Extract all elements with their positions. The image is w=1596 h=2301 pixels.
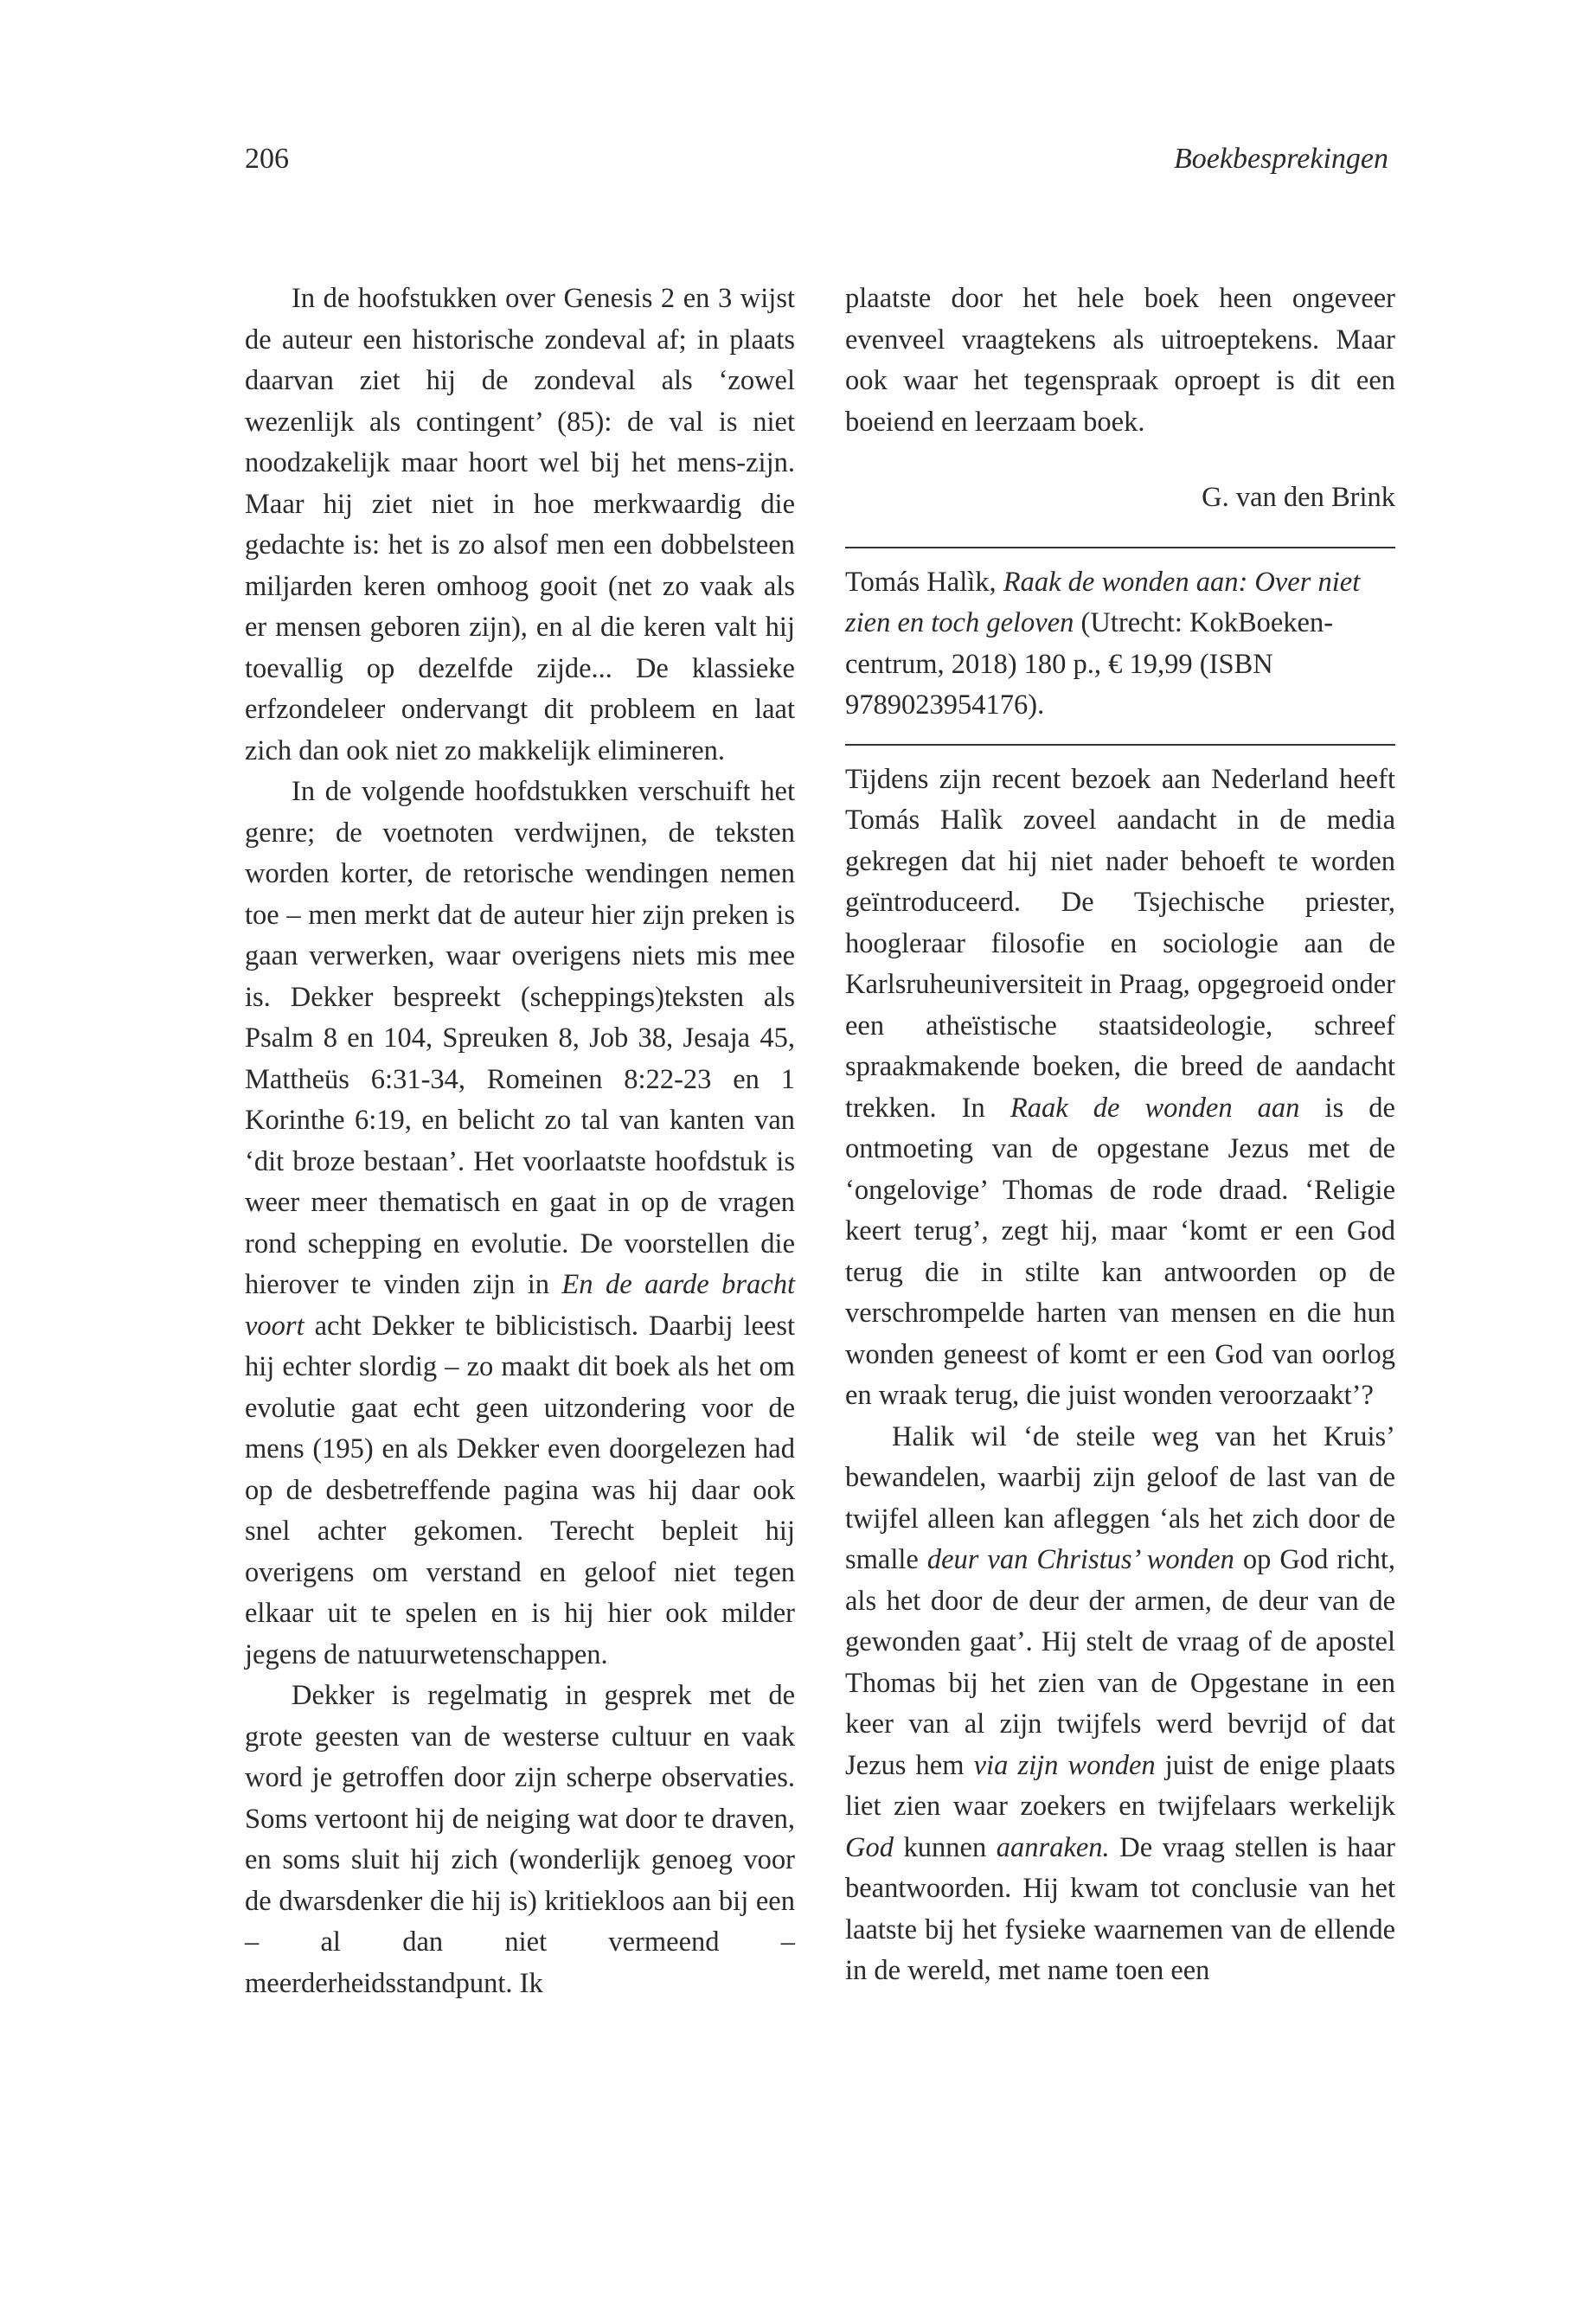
left-column xyxy=(245,279,795,2004)
paragraph-halik xyxy=(845,1417,1395,1992)
divider-bottom xyxy=(845,744,1395,746)
emphasis-italic: God xyxy=(845,1831,894,1863)
paragraph-continuation: plaatste door het hele boek heen ongeveer evenveel vraagtekens als uitroeptekens. Maar ook waar het tegenspraak oproept is dit een boeiend en leerzaam boek. xyxy=(845,283,1395,438)
divider-top xyxy=(845,547,1395,548)
biblio-title: Raak de wonden aan: Over niet zien en toch geloven xyxy=(845,566,1361,638)
text-span: acht Dekker te biblicistisch. Daarbij leest hij echter slordig – zo maakt dit boek als het om evolutie gaat echt geen uitzondering voor de mens (195) en als Dekker even doorgelezen had op de desbetreffende pagina was hij daar ook snel achter gekomen. Terecht bepleit hij overigens om verstand en geloof niet tegen elkaar uit te spelen en is hij hier ook milder jegens de natuurwetenschappen. xyxy=(245,1310,795,1670)
bibliographic-entry xyxy=(845,562,1395,727)
book-title-italic: Raak de wonden aan xyxy=(1010,1092,1300,1124)
text-span: is de ontmoeting van de opgestane Jezus met de ‘ongelovige’ Thomas de rode draad. ‘Religie keert terug’, zegt hij, maar ‘komt er een God terug die in stilte kan antwoorden op de verschrompelde harten van mensen en die hun wonden geneest of komt er een God van oorlog en wraak terug, die juist wonden veroorzaakt’? xyxy=(845,1092,1395,1411)
text-span: op God richt, als het door de deur der armen, de deur van de gewonden gaat’. Hij stelt de vraag of de apostel Thomas bij het zien van de Opgestane in een keer van al zijn twijfels werd bevrijd of dat Jezus hem xyxy=(845,1544,1395,1781)
text-span: kunnen xyxy=(893,1831,997,1863)
emphasis-italic: deur van Christus’ wonden xyxy=(926,1544,1234,1575)
text-span: Tijdens zijn recent bezoek aan Nederland heeft Tomás Halìk zoveel aandacht in de media gekregen dat hij niet nader behoeft te worden geïntroduceerd. De Tsjechische priester, hoogleraar filosofie en sociologie aan de Karlsruheuniversiteit in Praag, opgegroeid onder een atheïstische staatsideologie, schreef spraakmakende boeken, die breed de aandacht trekken. In xyxy=(845,763,1395,1124)
text-span: juist de enige plaats liet zien waar zoekers en twijfelaars werkelijk xyxy=(845,1749,1395,1822)
text-span: Halik wil ‘de steile weg van het Kruis’ bewandelen, waarbij zijn geloof de last van de twijfel alleen kan afleggen ‘als het zich door de smalle xyxy=(845,1420,1395,1575)
emphasis-italic: via zijn wonden xyxy=(973,1749,1156,1781)
page-number: 206 xyxy=(245,143,289,175)
paragraph-dialogue: Dekker is regelmatig in gesprek met de grote geesten van de westerse cultuur en vaak word je getroffen door zijn scherpe observaties. Soms vertoont hij de neiging wat door te draven, en soms sluit hij zich (wonderlijk genoeg voor de dwarsdenker die hij is) kritiekloos aan bij een – al dan niet vermeend – meerderheidsstandpunt. Ik xyxy=(245,1680,795,1999)
reviewer-signature: G. van den Brink xyxy=(1202,482,1395,513)
biblio-details: (Utrecht: KokBoekencentrum, 2018) 180 p., € 19,99 (ISBN 9789023954176). xyxy=(845,607,1334,721)
emphasis-italic: aanraken. xyxy=(996,1831,1110,1863)
text-span: In de volgende hoofdstukken verschuift het genre; de voetnoten verdwijnen, de teksten worden korter, de retorische wendingen nemen toe – men merkt dat de auteur hier zijn preken is gaan verwerken, waar overigens niets mis mee is. Dekker bespreekt (scheppings)teksten als Psalm 8 en 104, Spreuken 8, Job 38, Jesaja 45, Mattheüs 6:31-34, Romeinen 8:22-23 en 1 Korinthe 6:19, en belicht zo tal van kanten van ‘dit broze bestaan’. Het voorlaatste hoofdstuk is weer meer thematisch en gaat in op de vragen rond schepping en evolutie. De voorstellen die hierover te vinden zijn in xyxy=(245,776,795,1300)
running-head: Boekbesprekingen xyxy=(1174,143,1388,175)
paragraph-genesis: In de hoofstukken over Genesis 2 en 3 wijst de auteur een historische zondeval af; in plaats daarvan ziet hij de zondeval als ‘zowel wezenlijk als contingent’ (85): de val is niet noodzakelijk maar hoort wel bij het mens-zijn. Maar hij ziet niet in hoe merkwaardig die gedachte is: het is zo alsof men een dobbelsteen miljarden keren omhoog gooit (net zo vaak als er mensen geboren zijn), en al die keren valt hij toevallig op dezelfde zijde... De klassieke erfzondeleer ondervangt dit probleem en laat zich dan ook niet zo makkelijk elimineren. xyxy=(245,283,795,766)
biblio-author: Tomás Halìk, xyxy=(845,566,1003,598)
book-title-italic: En de aarde bracht voort xyxy=(245,1269,795,1342)
right-column xyxy=(845,279,1395,1992)
paragraph-genre xyxy=(245,772,795,1676)
review-body xyxy=(845,760,1395,1992)
paragraph-intro xyxy=(845,760,1395,1417)
text-span: De vraag stellen is haar beantwoorden. Hij kwam tot conclusie van het laatste bij het fysieke waarnemen van de ellende in de wereld, met name toen een xyxy=(845,1831,1395,1986)
